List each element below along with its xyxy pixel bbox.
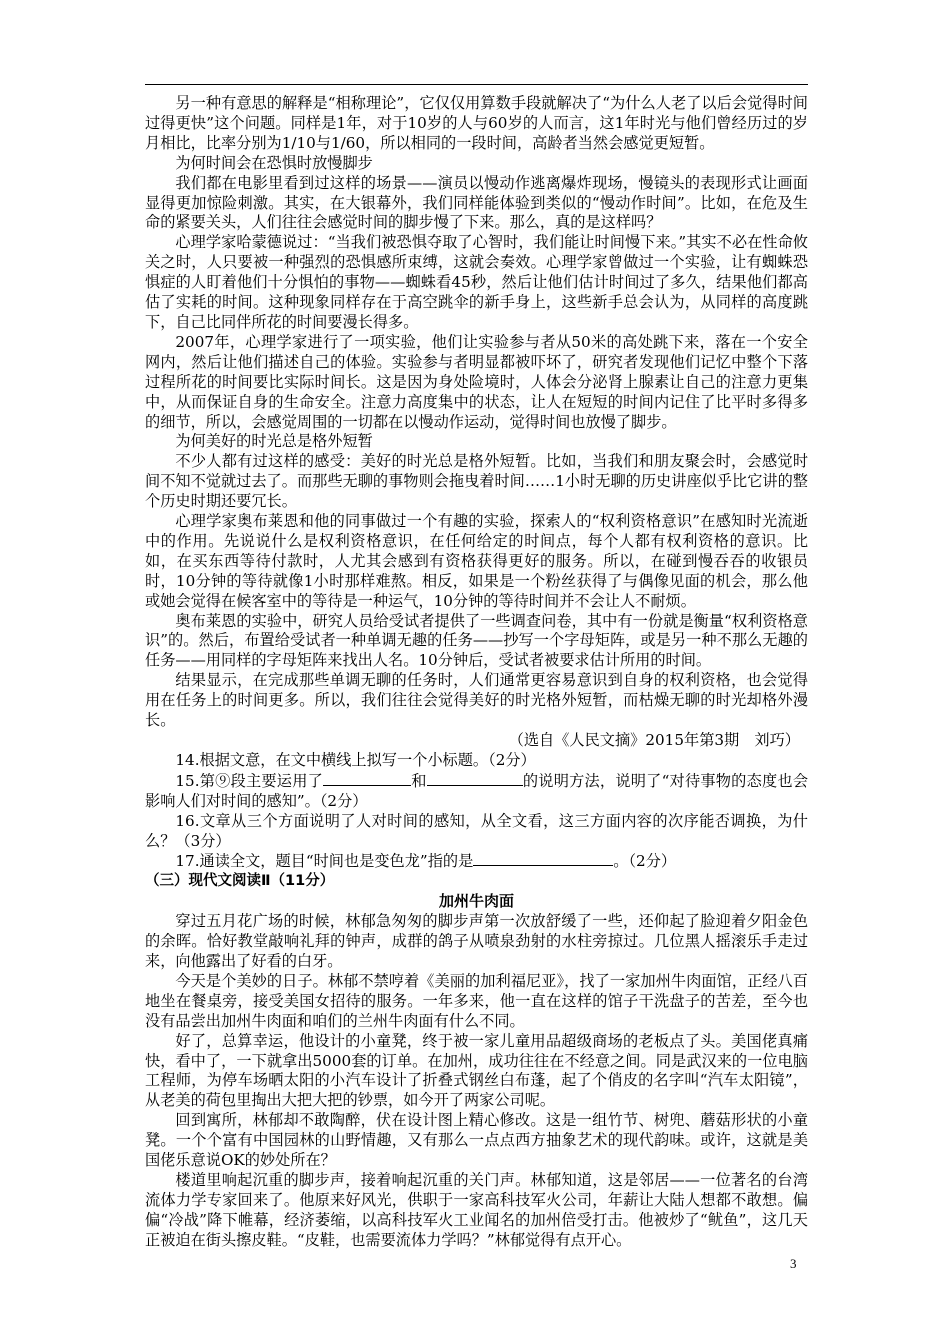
paragraph: 今天是个美妙的日子。林郁不禁哼着《美丽的加利福尼亚》，找了一家加州牛肉面馆，正经八百地坐在餐桌旁，接受美国女招待的服务。一年多来，他一直在这样的馆子干洗盘子的苦差，至今也没有品尝出加州牛肉面和咱们的兰州牛肉面有什么不同。 <box>145 971 808 1030</box>
paragraph: 心理学家哈蒙德说过：“当我们被恐惧夺取了心智时，我们能让时间慢下来。”其实不必在性命攸关之时，人只要被一种强烈的恐惧感所束缚，这就会奏效。心理学家曾做过一个实验，让有蜘蛛恐惧症的人盯着他们十分惧怕的事物——蜘蛛看45秒，然后让他们估计时间过了多久，结果他们都高估了实耗的时间。这种现象同样存在于高空跳伞的新手身上，这些新手总会认为，从同样的高度跳下，自己比同伴所花的时间要漫长得多。 <box>145 233 808 331</box>
question-17-text-a: 17.通读全文，题目“时间也是变色龙”指的是 <box>175 852 474 871</box>
paragraph: 结果显示，在完成那些单调无聊的任务时，人们通常更容易意识到自身的权利资格，也会觉得用在任务上的时间更多。所以，我们往往会觉得美好的时光格外短暂，而枯燥无聊的时光却格外漫长。 <box>145 671 808 730</box>
answer-blank[interactable] <box>473 851 613 866</box>
subheading: 为何美好的时光总是格外短暂 <box>175 432 373 451</box>
header-rule <box>145 84 808 85</box>
question-15 <box>145 771 808 812</box>
paragraph: 穿过五月花广场的时候，林郁急匆匆的脚步声第一次放舒缓了一些，还仰起了脸迎着夕阳金色的余晖。恰好教堂敲响礼拜的钟声，成群的鸽子从喷泉劲射的水柱旁掠过。几位黑人摇滚乐手走过来，向他露出了好看的白牙。 <box>145 912 808 970</box>
source-citation: （选自《人民文摘》2015年第3期 刘巧） <box>508 731 800 749</box>
paragraph: 2007年，心理学家进行了一项实验，他们让实验参与者从50米的高处跳下来，落在一个安全网内，然后让他们描述自己的体验。实验参与者明显都被吓坏了，研究者发现他们记忆中整个下落过程所花的时间要比实际时间长。这是因为身处险境时，人体会分泌肾上腺素让自己的注意力更集中，从而保证自身的生命安全。注意力高度集中的状态，让人在短短的时间内记住了比平时多得多的细节，所以，会感觉周围的一切都在以慢动作运动，觉得时间也放慢了脚步。 <box>145 332 808 431</box>
paragraph: 另一种有意思的解释是“相称理论”，它仅仅用算数手段就解决了“为什么人老了以后会觉得时间过得更快”这个问题。同样是1年，对于10岁的人与60岁的人而言，这1年时光与他们曾经历过的岁月相比，比率分别为1/10与1/60，所以相同的一段时间，高龄者当然会感觉更短暂。 <box>145 94 808 152</box>
question-15-text-c: 的说明方法，说明了“对待事物的态度也会影响人们对时间的感知”。（2分） <box>145 771 809 810</box>
question-15-text-a: 15.第⑨段主要运用了 <box>175 771 324 790</box>
paragraph: 回到寓所，林郁却不敢陶醉，伏在设计图上精心修改。这是一组竹节、树兜、蘑菇形状的小童凳。一个个富有中国园林的山野情趣，又有那么一点点西方抽象艺术的现代韵味。或许，这就是美国佬乐意说OK的妙处所在？ <box>145 1111 808 1170</box>
question-16: 16.文章从三个方面说明了人对时间的感知，从全文看，这三方面内容的次序能否调换，为什么？（3分） <box>145 811 808 850</box>
question-17-text-b: 。（2分） <box>613 852 677 871</box>
answer-blank[interactable] <box>323 771 411 786</box>
paragraph: 心理学家奥布莱恩和他的同事做过一个有趣的实验，探索人的“权利资格意识”在感知时光流逝中的作用。先说说什么是权利资格意识，在任何给定的时间点，每个人都有权利资格的意识。比如，在买东西等待付款时，人尤其会感到有资格获得更好的服务。所以，在碰到慢吞吞的收银员时，10分钟的等待就像1小时那样难熬。相反，如果是一个粉丝获得了与偶像见面的机会，那么他或她会觉得在候客室中的等待是一种运气，10分钟的等待时间并不会让人不耐烦。 <box>145 512 808 610</box>
page-number: 3 <box>790 1256 797 1271</box>
question-15-text-b: 和 <box>411 771 427 790</box>
answer-blank[interactable] <box>427 771 523 786</box>
paragraph: 我们都在电影里看到过这样的场景——演员以慢动作逃离爆炸现场，慢镜头的表现形式让画面显得更加惊险刺激。其实，在大银幕外，我们同样能体验到类似的“慢动作时间”。比如，在危及生命的紧要关头，人们往往会感觉时间的脚步慢了下来。那么，真的是这样吗？ <box>145 173 808 232</box>
section-heading: （三）现代文阅读Ⅱ（11分） <box>145 873 335 890</box>
article-body <box>145 94 808 1251</box>
question-17 <box>145 851 808 872</box>
question-14: 14.根据文意，在文中横线上拟写一个小标题。（2分） <box>175 750 536 769</box>
paragraph: 楼道里响起沉重的脚步声，接着响起沉重的关门声。林郁知道，这是邻居——一位著名的台湾流体力学专家回来了。他原来好风光，供职于一家高科技军火公司，年薪让大陆人想都不敢想。偏偏“冷战”降下帷幕，经济萎缩，以高科技军火工业闻名的加州倍受打击。他被炒了“鱿鱼”，这几天正被迫在街头擦皮鞋。“皮鞋，也需要流体力学吗？”林郁觉得有点开心。 <box>145 1170 808 1249</box>
subheading: 为何时间会在恐惧时放慢脚步 <box>175 153 373 172</box>
paragraph: 奥布莱恩的实验中，研究人员给受试者提供了一些调查问卷，其中有一份就是衡量“权利资格意识”的。然后，布置给受试者一种单调无趣的任务——抄写一个字母矩阵，或是另一种不那么无趣的任务——用同样的字母矩阵来找出人名。10分钟后，受试者被要求估计所用的时间。 <box>145 611 808 670</box>
paragraph: 好了，总算幸运，他设计的小童凳，终于被一家儿童用品超级商场的老板点了头。美国佬真痛快，看中了，一下就拿出5000套的订单。在加州，成功往往在不经意之间。同是武汉来的一位电脑工程师，为停车场晒太阳的小汽车设计了折叠式钢丝白布蓬，起了个俏皮的名字叫“汽车太阳镜”，从老美的荷包里掏出大把大把的钞票，如今开了两家公司呢。 <box>145 1031 808 1110</box>
paragraph: 不少人都有过这样的感受：美好的时光总是格外短暂。比如，当我们和朋友聚会时，会感觉时间不知不觉就过去了。而那些无聊的事物则会拖曳着时间……1小时无聊的历史讲座似乎比它讲的整个历史时期还要冗长。 <box>145 452 808 511</box>
story-title: 加州牛肉面 <box>438 892 514 911</box>
